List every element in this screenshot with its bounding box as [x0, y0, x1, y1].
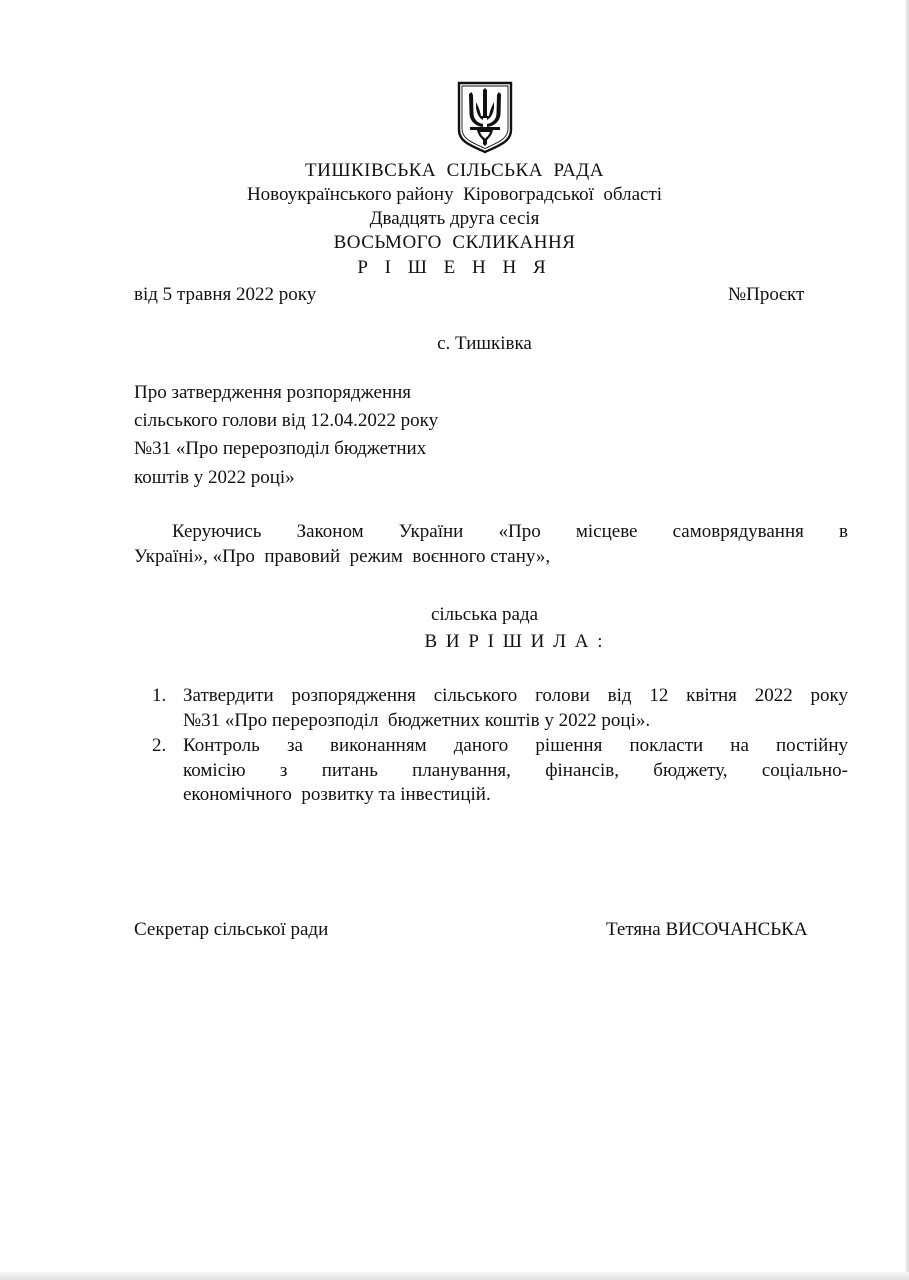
item-2-line-3: економічного розвитку та інвестицій. — [183, 784, 491, 805]
preamble-line-2: Україні», «Про правовий режим воєнного стану», — [134, 546, 551, 567]
signatory-position: Секретар сільської ради — [134, 919, 329, 940]
decision-date: від 5 травня 2022 року — [134, 284, 317, 305]
item-2-number: 2. — [152, 735, 167, 756]
session-title: Двадцять друга сесія — [369, 208, 540, 229]
preamble-line-1: Керуючись Законом України «Про місцеве самоврядування в — [172, 521, 848, 542]
item-1-line-2: №31 «Про перерозподіл бюджетних коштів у 2022 році». — [183, 710, 651, 731]
item-2-line-1: Контроль за виконанням даного рішення покласти на постійну — [183, 735, 848, 756]
resolution-verb: В И Р І Ш И Л А : — [424, 631, 605, 652]
subject-line-2: сільського голови від 12.04.2022 року — [134, 410, 439, 431]
item-1-line-1: Затвердити розпорядження сільського голови від 12 квітня 2022 року — [183, 685, 848, 706]
page-edge-bottom — [0, 1272, 909, 1280]
council-name: ТИШКІВСЬКА СІЛЬСЬКА РАДА — [305, 160, 604, 181]
item-1-number: 1. — [152, 685, 167, 706]
ukraine-coat-of-arms-icon — [456, 80, 514, 154]
decision-number: №Проєкт — [728, 284, 805, 305]
subject-line-4: коштів у 2022 році» — [134, 467, 295, 488]
convocation-title: ВОСЬМОГО СКЛИКАННЯ — [333, 232, 576, 253]
subject-line-1: Про затвердження розпорядження — [134, 382, 412, 403]
signatory-name: Тетяна ВИСОЧАНСЬКА — [606, 919, 808, 940]
item-2-line-2: комісію з питань планування, фінансів, бюджету, соціально- — [183, 760, 848, 781]
document-type: Р І Ш Е Н Н Я — [357, 257, 552, 278]
district-name: Новоукраїнського району Кіровоградської області — [246, 184, 663, 205]
place-name: с. Тишківка — [437, 333, 532, 354]
page-edge-right — [905, 0, 909, 1280]
resolution-body: сільська рада — [430, 604, 539, 625]
subject-line-3: №31 «Про перерозподіл бюджетних — [134, 438, 427, 459]
